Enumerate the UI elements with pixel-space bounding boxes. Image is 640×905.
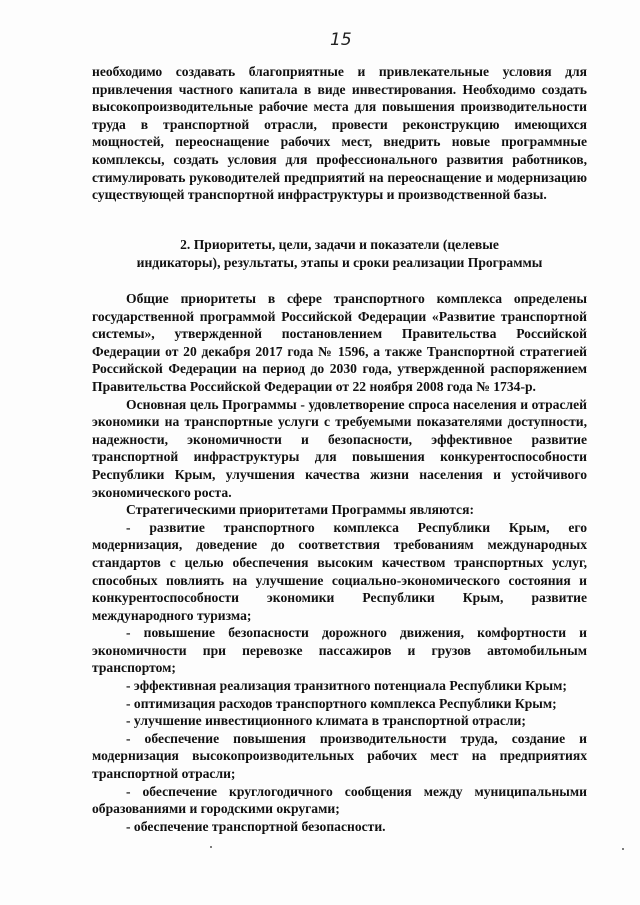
section-heading-line-1: 2. Приоритеты, цели, задачи и показатели (целевые (180, 237, 499, 252)
section-heading (92, 236, 587, 272)
paragraph-main-goal: Основная цель Программы - удовлетворение спроса населения и отраслей экономики на транспортные услуги с требуемыми показателями доступности, надежности, экономичности и безопасности, эффективное развитие транспортной инфраструктуры для повышения конкурентоспособности Республики Крым, улучшения качества жизни населения и устойчивого экономического роста. (92, 396, 587, 500)
page-number: 15 (330, 30, 352, 50)
intro-paragraph-text: необходимо создавать благоприятные и привлекательные условия для привлечения частного капитала в виде инвестирования. Необходимо создать высокопроизводительные рабочие места для повышения производительности труда в транспортной отрасли, провести реконструкцию имеющихся мощностей, переоснащение рабочих мест, внедрить новые программные комплексы, создать условия для профессионального развития работников, стимулировать руководителей предприятий на переоснащение и модернизацию существующей транспортной инфраструктуры и производственной базы. (92, 64, 587, 203)
priority-item: - развитие транспортного комплекса Республики Крым, его модернизация, доведение до соответствия требованиям международных стандартов с целью обеспечения высоким качеством транспортных услуг, способных повлиять на улучшение социально-экономического состояния и конкурентоспособности экономики Республики Крым, развитие международного туризма; (92, 519, 587, 623)
scan-speck (210, 846, 212, 848)
priority-item: - эффективная реализация транзитного потенциала Республики Крым; (126, 678, 567, 694)
section-heading-line-2: индикаторы), результаты, этапы и сроки реализации Программы (136, 255, 543, 270)
priority-item: - обеспечение повышения производительности труда, создание и модернизация высокопроизводительных рабочих мест на предприятиях транспортной отрасли; (92, 730, 587, 782)
priority-item: - улучшение инвестиционного климата в транспортной отрасли; (126, 713, 526, 729)
paragraph-strategic-priorities-intro: Стратегическими приоритетами Программы являются: (126, 502, 474, 518)
priority-item: - обеспечение транспортной безопасности. (126, 818, 386, 834)
priority-item: - оптимизация расходов транспортного комплекса Республики Крым; (126, 695, 557, 711)
scan-speck (622, 848, 624, 850)
section-body (92, 290, 587, 835)
intro-paragraph (92, 63, 587, 204)
priority-item: - повышение безопасности дорожного движения, комфортности и экономичности при перевозке пассажиров и грузов автомобильным транспортом; (92, 625, 587, 676)
paragraph-general-priorities: Общие приоритеты в сфере транспортного комплекса определены государственной программой Российской Федерации «Развитие транспортной системы», утвержденной постановлением Правительства Российской Федерации от 20 декабря 2017 года № 1596, а также Транспортной стратегией Российской Федерации на период до 2030 года, утвержденной распоряжением Правительства Российской Федерации от 22 ноября 2008 года № 1734-р. (92, 291, 587, 394)
priority-item: - обеспечение круглогодичного сообщения между муниципальными образованиями и городскими округами; (92, 783, 587, 817)
